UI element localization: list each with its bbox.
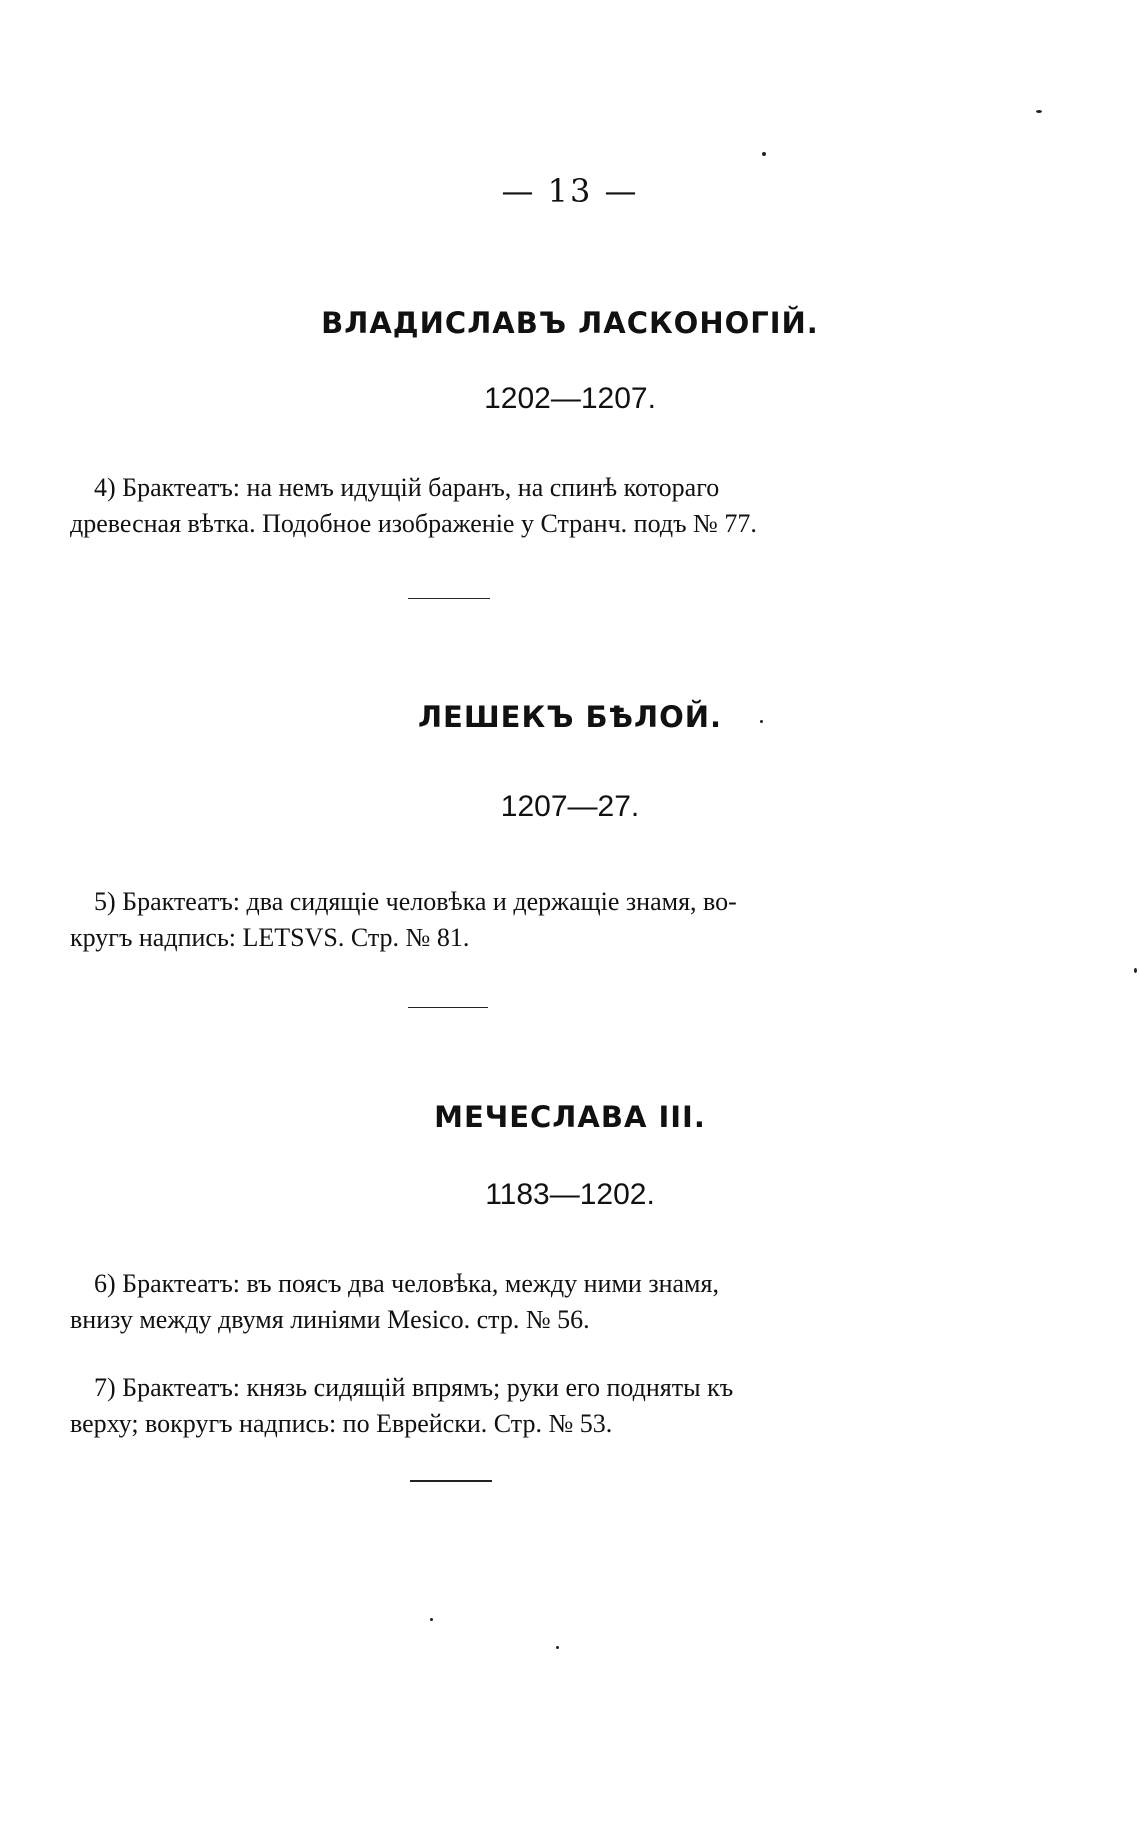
scan-speck xyxy=(1036,110,1042,113)
scan-speck xyxy=(760,720,763,723)
section-title-mecheslav: МЕЧЕСЛАВА III. xyxy=(434,1100,706,1134)
section-years-vladislav: 1202—1207. xyxy=(484,382,656,415)
section-divider xyxy=(408,1007,488,1008)
scan-speck xyxy=(556,1646,559,1649)
section-years-leshek: 1207—27. xyxy=(500,790,640,823)
entry-line: древесная вѣтка. Подобное изображеніе у Странч. подъ № 77. xyxy=(70,509,757,538)
entry-line: верху; вокругъ надпись: по Еврейски. Стр. № 53. xyxy=(70,1409,613,1438)
scan-speck xyxy=(762,152,766,156)
entry-6 xyxy=(70,1266,840,1338)
entry-4 xyxy=(70,470,840,542)
entry-line: 5) Брактеатъ: два сидящіе человѣка и держащіе знамя, во- xyxy=(94,887,737,916)
section-years-mecheslav: 1183—1202. xyxy=(485,1178,655,1211)
entry-line: 4) Брактеатъ: на немъ идущій баранъ, на спинѣ котораго xyxy=(94,473,720,502)
entry-line: кругъ надпись: LETSVS. Стр. № 81. xyxy=(70,923,470,952)
entry-line: 7) Брактеатъ: князь сидящій впрямъ; руки его подняты къ xyxy=(94,1373,734,1402)
scan-speck xyxy=(1134,968,1137,973)
entry-line: 6) Брактеатъ: въ поясъ два человѣка, между ними знамя, xyxy=(94,1269,719,1298)
section-divider xyxy=(408,598,490,599)
entry-7 xyxy=(70,1370,840,1442)
section-divider xyxy=(410,1480,492,1482)
section-title-leshek: ЛЕШЕКЪ БѢЛОЙ. xyxy=(417,700,723,734)
section-title-vladislav: ВЛАДИСЛАВЪ ЛАСКОНОГІЙ. xyxy=(321,306,819,340)
scan-speck xyxy=(430,1618,433,1621)
page-number: — 13 — xyxy=(501,172,639,210)
entry-5 xyxy=(70,884,840,956)
entry-line: внизу между двумя линіями Mesico. стр. № 56. xyxy=(70,1305,590,1334)
